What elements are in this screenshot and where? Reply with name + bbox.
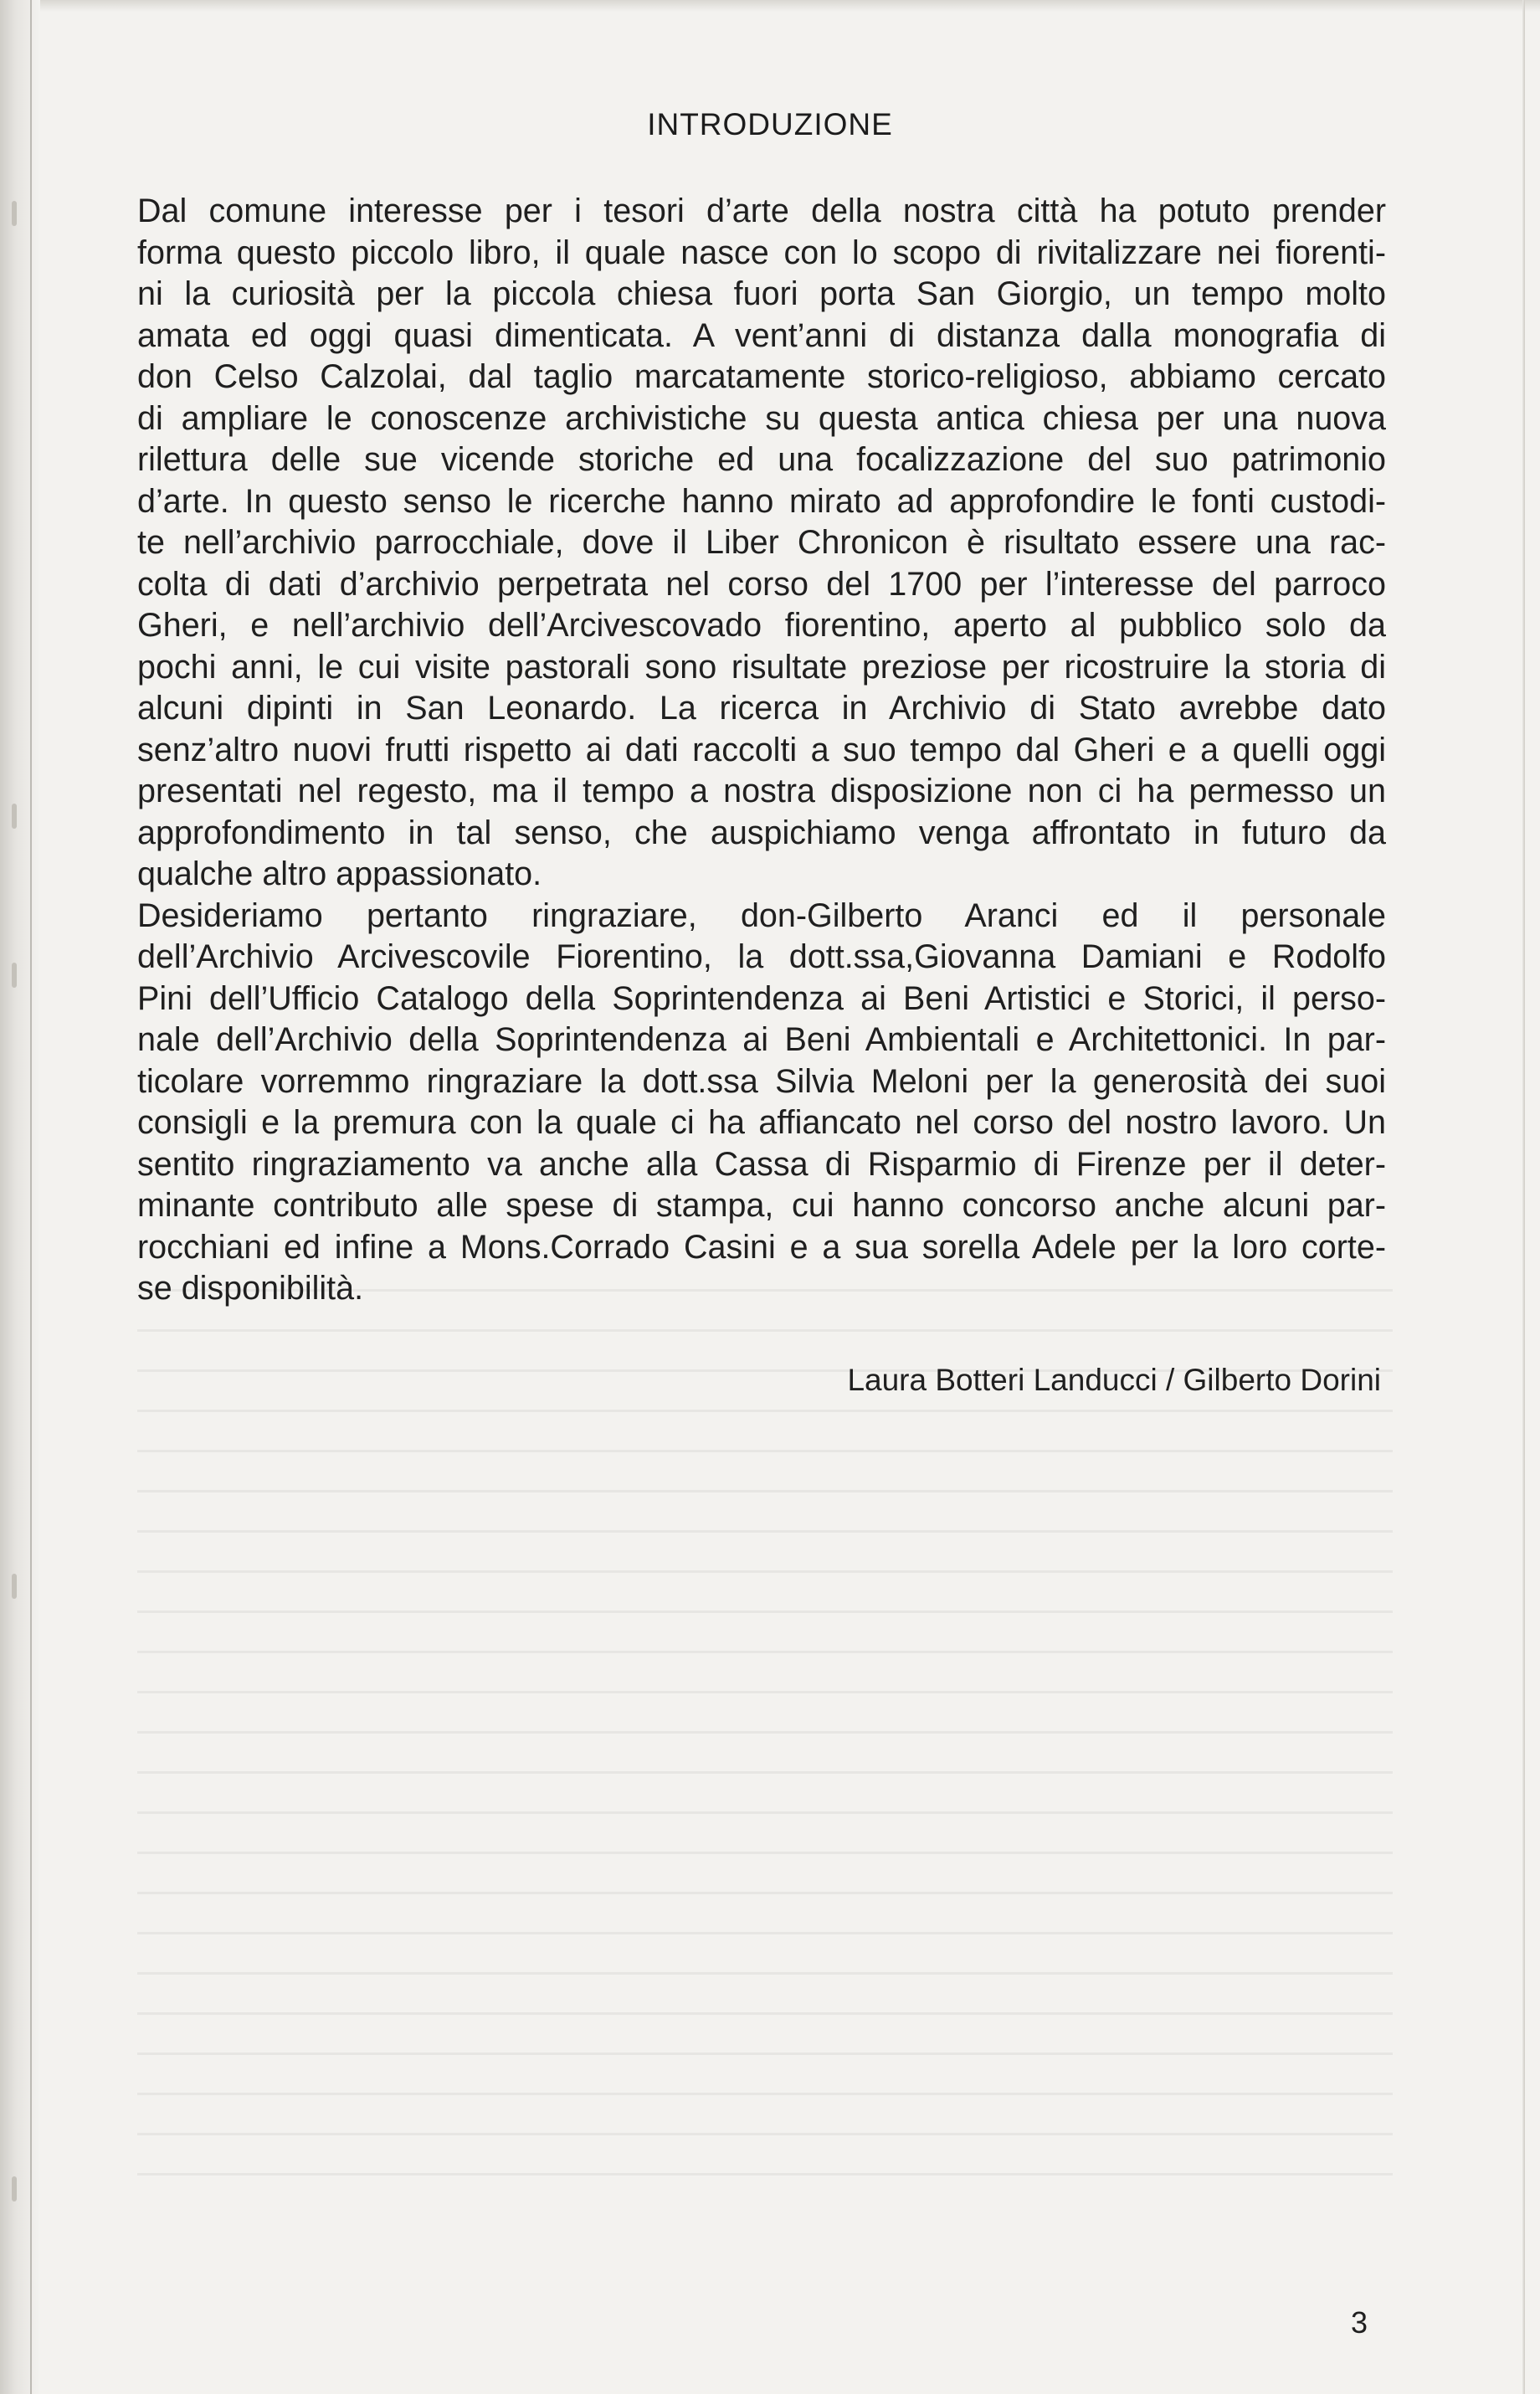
text-line: minante contributo alle spese di stampa, cui hanno concorso anche alcuni par- (137, 1187, 1386, 1224)
page-right-edge (1522, 0, 1525, 2394)
text-line: ni la curiosità per la piccola chiesa fuori porta San Giorgio, un tempo molto (137, 275, 1386, 312)
stitch-mark (12, 963, 17, 988)
text-line: alcuni dipinti in San Leonardo. La ricerca in Archivio di Stato avrebbe dato (137, 690, 1386, 727)
text-line: d’arte. In questo senso le ricerche hanno mirato ad approfondire le fonti custodi- (137, 482, 1386, 520)
text-line: qualche altro appassionato. (137, 855, 542, 892)
text-line: Pini dell’Ufficio Catalogo della Soprintendenza ai Beni Artistici e Storici, il perso- (137, 979, 1386, 1017)
text-line: Gheri, e nell’archivio dell’Arcivescovado fiorentino, aperto al pubblico solo da (137, 607, 1386, 644)
text-line: don Celso Calzolai, dal taglio marcatamente storico-religioso, abbiamo cercato (137, 358, 1386, 395)
text-line: rocchiani ed infine a Mons.Corrado Casini e a sua sorella Adele per la loro corte- (137, 1228, 1386, 1266)
stitch-mark (12, 804, 17, 829)
bleed-through-text (137, 1289, 1393, 2210)
authors-signature: Laura Botteri Landucci / Gilberto Dorini (847, 1363, 1381, 1397)
text-line: amata ed oggi quasi dimenticata. A vent’anni di distanza dalla monografia di (137, 316, 1386, 354)
text-line: approfondimento in tal senso, che auspichiamo venga affrontato in futuro da (137, 814, 1386, 851)
text-line: Desideriamo pertanto ringraziare, don-Gilberto Aranci ed il personale (137, 896, 1386, 934)
stitch-mark (12, 2176, 17, 2201)
text-line: nale dell’Archivio della Soprintendenza ai Beni Ambientali e Architettonici. In par- (137, 1021, 1386, 1058)
binding-stitch-marks (8, 0, 23, 2394)
text-line: Dal comune interesse per i tesori d’arte della nostra città ha potuto prender (137, 193, 1386, 229)
text-line: di ampliare le conoscenze archivistiche su questa antica chiesa per una nuova (137, 399, 1386, 437)
text-line: dell’Archivio Arcivescovile Fiorentino, la dott.ssa,Giovanna Damiani e Rodolfo (137, 938, 1386, 975)
stitch-mark (12, 1574, 17, 1599)
text-line: forma questo piccolo libro, il quale nasce con lo scopo di rivitalizzare nei fiorenti- (137, 234, 1386, 271)
body-text (137, 191, 1386, 1310)
page-number: 3 (1350, 2305, 1368, 2340)
page-top-edge (0, 0, 1540, 12)
text-line: ticolare vorremmo ringraziare la dott.ssa Silvia Meloni per la generosità dei suoi (137, 1062, 1386, 1100)
text-line: sentito ringraziamento va anche alla Cassa di Risparmio di Firenze per il deter- (137, 1145, 1386, 1183)
text-line: rilettura delle sue vicende storiche ed una focalizzazione del suo patrimonio (137, 441, 1386, 478)
page-title: INTRODUZIONE (647, 107, 893, 141)
text-line: colta di dati d’archivio perpetrata nel corso del 1700 per l’interesse del parroco (137, 565, 1386, 603)
text-line: presentati nel regesto, ma il tempo a nostra disposizione non ci ha permesso un (137, 773, 1386, 809)
paragraph-thanks (137, 896, 1386, 1310)
previous-page-edge (30, 0, 32, 2394)
paragraph-acknowledgement-intro (137, 191, 1386, 896)
text-line: se disponibilità. (137, 1270, 364, 1307)
text-line: consigli e la premura con la quale ci ha affiancato nel corso del nostro lavoro. Un (137, 1104, 1386, 1141)
stitch-mark (12, 201, 17, 226)
text-line: te nell’archivio parrocchiale, dove il Liber Chronicon è risultato essere una rac- (137, 524, 1386, 561)
text-line: senz’altro nuovi frutti rispetto ai dati raccolti a suo tempo dal Gheri e a quelli oggi (137, 731, 1386, 768)
text-line: pochi anni, le cui visite pastorali sono risultate preziose per ricostruire la storia di (137, 648, 1386, 686)
